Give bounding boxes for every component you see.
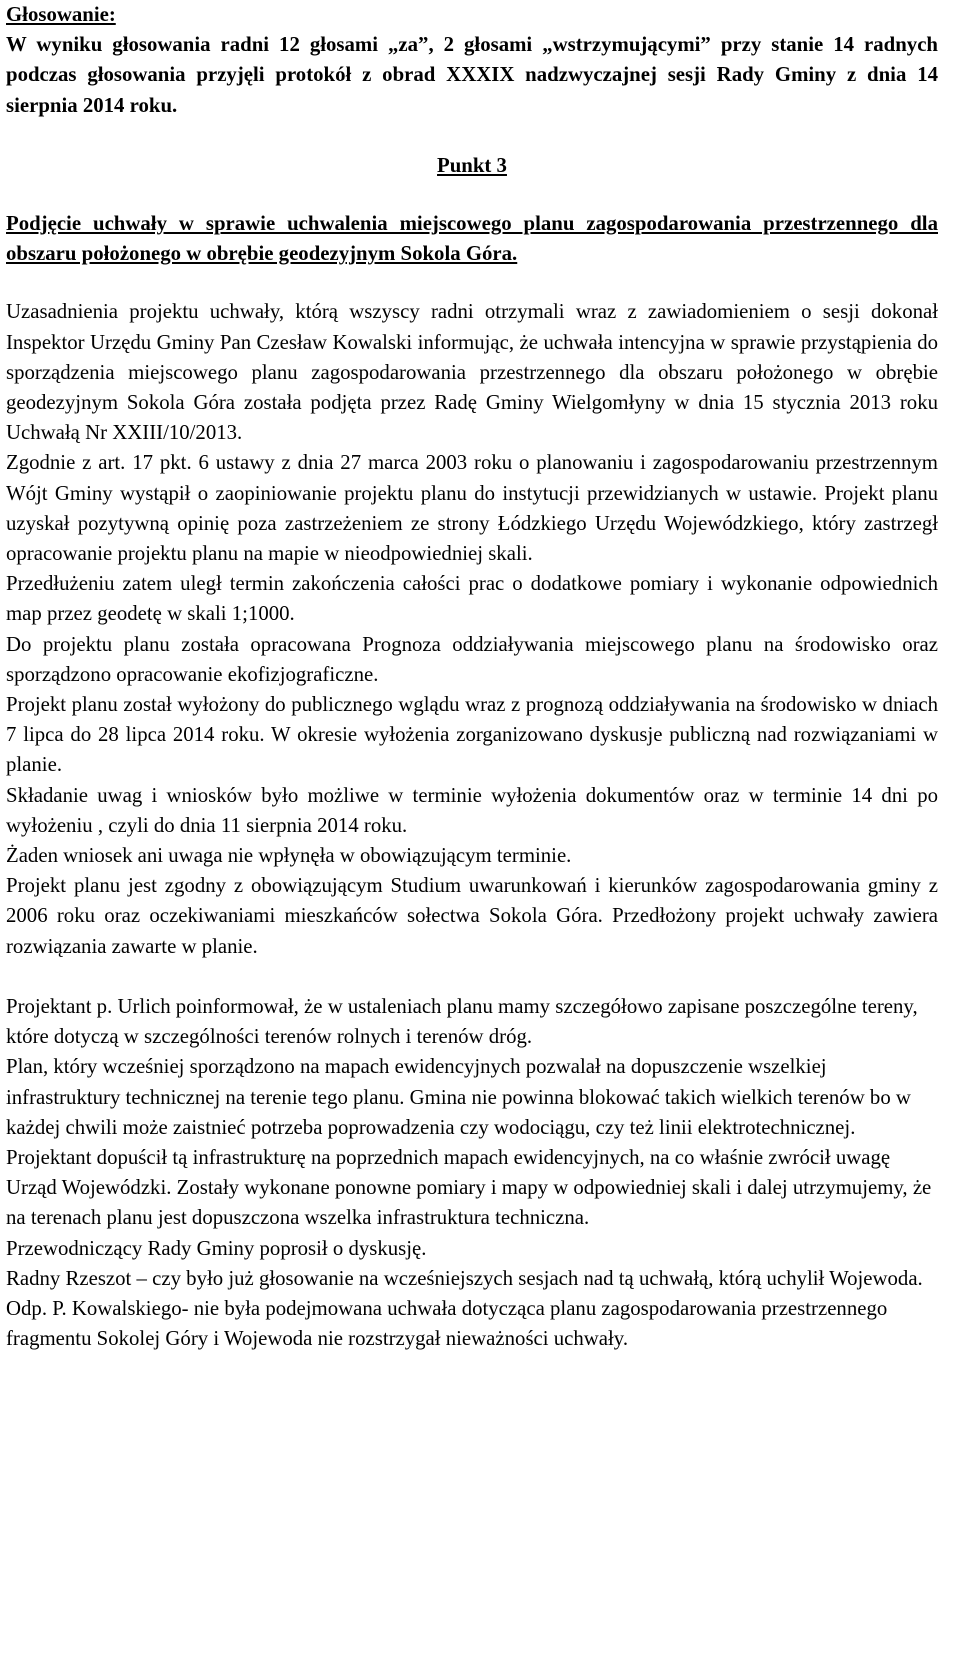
- paragraph-publication: Projekt planu został wyłożony do publicznego wglądu wraz z prognozą oddziaływania na środowisko w dniach 7 lipca do 28 lipca 2014 roku. W okresie wyłożenia zorganizowano dyskusje publiczną nad rozwiązaniami w planie.: [6, 693, 938, 777]
- paragraph-justification: Uzasadnienia projektu uchwały, którą wszyscy radni otrzymali wraz z zawiadomieniem o sesji dokonał Inspektor Urzędu Gminy Pan Czesław Kowalski informując, że uchwała intencyjna w sprawie przystąpienia do sporządzenia miejscowego planu zagospodarowania przestrzennego dla obszaru położonego w obrębie geodezyjnym Sokola Góra została podjęta przez Radę Gminy Wielgomłyny w dnia 15 stycznia 2013 roku Uchwałą Nr XXIII/10/2013.: [6, 300, 938, 445]
- point-subject: Podjęcie uchwały w sprawie uchwalenia miejscowego planu zagospodarowania przestrzennego dla obszaru położonego w obrębie geodezyjnym Sokola Góra.: [6, 212, 938, 266]
- discussion-plan: Plan, który wcześniej sporządzono na mapach ewidencyjnych pozwalał na dopuszczenie wszelkiej infrastruktury technicznej na terenie tego planu. Gmina nie powinna blokować takich wielkich terenów bo w każdej chwili może zaistnieć potrzeba poprowadzenia czy wodociągu, czy też linii elektrotechnicznej. Projektant dopuścił tą infrastrukturę na poprzednich mapach ewidencyjnych, na co właśnie zwrócił uwagę Urząd Wojewódzki. Zostały wykonane ponowne pomiary i mapy w odpowiedniej skali i dalej utrzymujemy, że na terenach planu jest dopuszczona wszelka infrastruktura techniczna.: [6, 1055, 932, 1230]
- discussion-chairman: Przewodniczący Rady Gminy poprosił o dyskusję.: [6, 1236, 427, 1260]
- paragraph-compliance: Projekt planu jest zgodny z obowiązującym Studium uwarunkowań i kierunków zagospodarowania gminy z 2006 roku oraz oczekiwaniami mieszkańców sołectwa Sokola Góra. Przedłożony projekt uchwały zawiera rozwiązania zawarte w planie.: [6, 874, 938, 958]
- spacer: [6, 181, 938, 209]
- paragraph-no-submissions: Żaden wniosek ani uwaga nie wpłynęła w obowiązującym terminie.: [6, 844, 572, 868]
- discussion-designer: Projektant p. Urlich poinformował, że w ustaleniach planu mamy szczegółowo zapisane poszczególne tereny, które dotyczą w szczególności terenów rolnych i terenów dróg.: [6, 994, 918, 1049]
- spacer: [6, 121, 938, 151]
- discussion-question: Radny Rzeszot – czy było już głosowanie na wcześniejszych sesjach nad tą uchwałą, którą uchylił Wojewoda.: [6, 1266, 923, 1290]
- paragraph-forecast: Do projektu planu została opracowana Prognoza oddziaływania miejscowego planu na środowisko oraz sporządzono opracowanie ekofizjograficzne.: [6, 632, 938, 686]
- voting-heading: Głosowanie:: [6, 3, 116, 26]
- paragraph-submissions: Składanie uwag i wniosków było możliwe w terminie wyłożenia dokumentów oraz w terminie 14 dni po wyłożeniu , czyli do dnia 11 sierpnia 2014 roku.: [6, 783, 938, 837]
- spacer: [6, 962, 938, 992]
- discussion-answer: Odp. P. Kowalskiego- nie była podejmowana uchwała dotycząca planu zagospodarowania przestrzennego fragmentu Sokolej Góry i Wojewoda nie rozstrzygał nieważności uchwały.: [6, 1296, 888, 1351]
- paragraph-extension: Przedłużeniu zatem uległ termin zakończenia całości prac o dodatkowe pomiary i wykonanie odpowiednich map przez geodetę w skali 1;1000.: [6, 572, 938, 626]
- paragraph-opinion: Zgodnie z art. 17 pkt. 6 ustawy z dnia 27 marca 2003 roku o planowaniu i zagospodarowaniu przestrzennym Wójt Gminy wystąpił o zaopiniowanie projektu planu do instytucji przewidzianych w ustawie. Projekt planu uzyskał pozytywną opinię poza zastrzeżeniem ze strony Łódzkiego Urzędu Wojewódzkiego, który zastrzegł opracowanie projektu planu na mapie w nieodpowiedniej skali.: [6, 451, 938, 566]
- voting-result-text: W wyniku głosowania radni 12 głosami „za”, 2 głosami „wstrzymującymi” przy stanie 14 radnych podczas głosowania przyjęli protokół z obrad XXXIX nadzwyczajnej sesji Rady Gminy z dnia 14 sierpnia 2014 roku.: [6, 33, 938, 117]
- spacer: [6, 269, 938, 297]
- point-title: Punkt 3: [437, 153, 507, 177]
